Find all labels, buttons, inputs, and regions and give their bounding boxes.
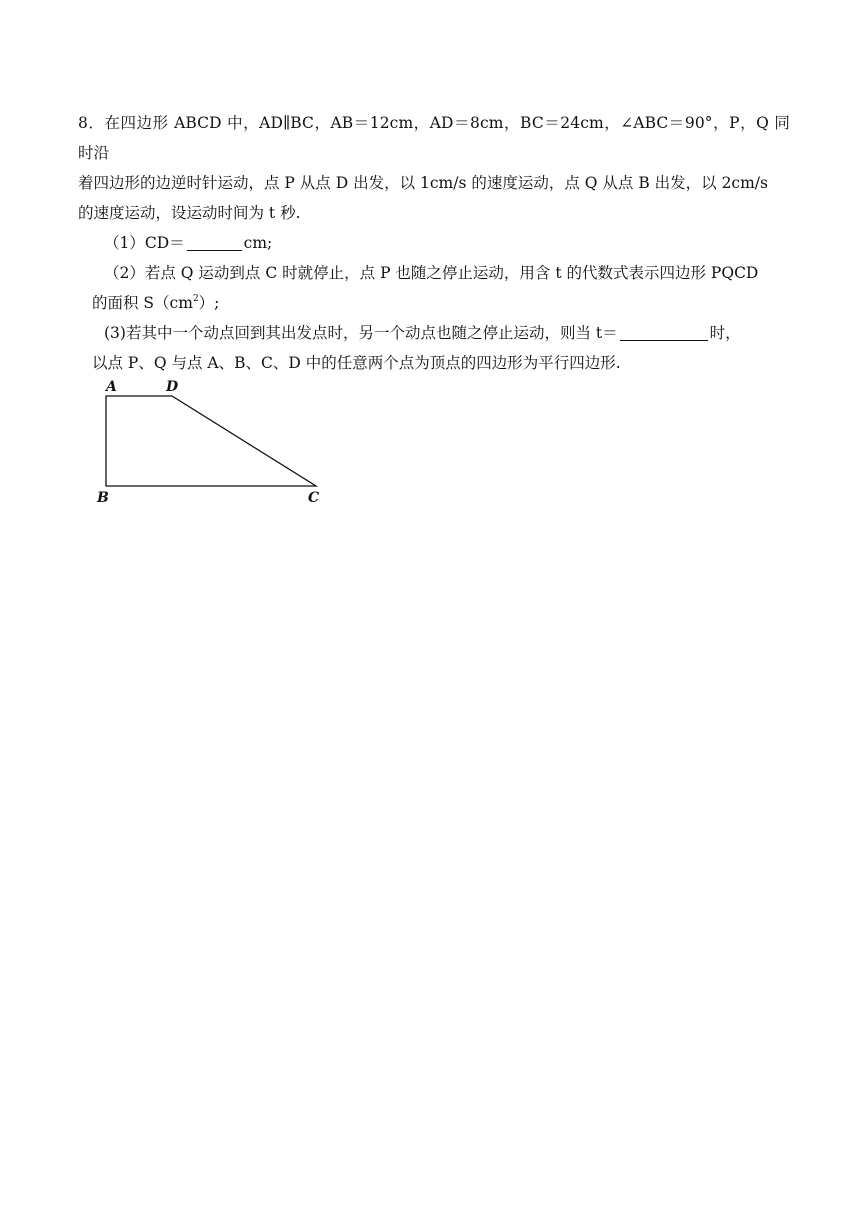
part-1 xyxy=(78,228,790,258)
part-2-line-1: （2）若点 Q 运动到点 C 时就停止，点 P 也随之停止运动，用含 t 的代数式表示四边形 PQCD xyxy=(104,264,759,282)
part-2-area-suffix: ）; xyxy=(198,294,220,312)
problem-intro-line-2: 着四边形的边逆时针运动，点 P 从点 D 出发，以 1cm/s 的速度运动，点 Q 从点 B 出发，以 2cm/s xyxy=(78,174,768,192)
part-2-line-2 xyxy=(78,288,790,318)
problem-intro-line-3: 的速度运动，设运动时间为 t 秒. xyxy=(78,204,301,222)
trapezoid-diagram xyxy=(92,376,332,506)
trapezoid-abcd xyxy=(106,396,316,486)
vertex-label-b: B xyxy=(97,490,109,506)
trapezoid-figure xyxy=(92,376,332,506)
part-3-line-1 xyxy=(78,318,790,348)
part-2-area-prefix: 的面积 S（cm xyxy=(92,294,193,312)
part-3-line-2: 以点 P、Q 与点 A、B、C、D 中的任意两个点为顶点的四边形为平行四边形. xyxy=(92,354,621,372)
problem-intro-line-1: 8．在四边形 ABCD 中，AD∥BC，AB＝12cm，AD＝8cm，BC＝24cm，∠ABC＝90°，P，Q 同时沿 xyxy=(78,114,790,162)
answer-blank-cd xyxy=(187,232,242,251)
part-3-prefix: (3)若其中一个动点回到其出发点时，另一个动点也随之停止运动，则当 t＝ xyxy=(104,324,618,342)
vertex-label-d: D xyxy=(166,379,179,395)
answer-blank-t xyxy=(620,322,708,341)
part-3-suffix: 时， xyxy=(709,324,741,342)
problem-8 xyxy=(78,108,790,378)
unit-exponent: 2 xyxy=(192,294,199,304)
vertex-label-a: A xyxy=(106,379,117,395)
part-1-prefix: （1）CD＝ xyxy=(104,234,185,252)
part-1-suffix: cm; xyxy=(243,234,273,252)
vertex-label-c: C xyxy=(308,490,320,506)
